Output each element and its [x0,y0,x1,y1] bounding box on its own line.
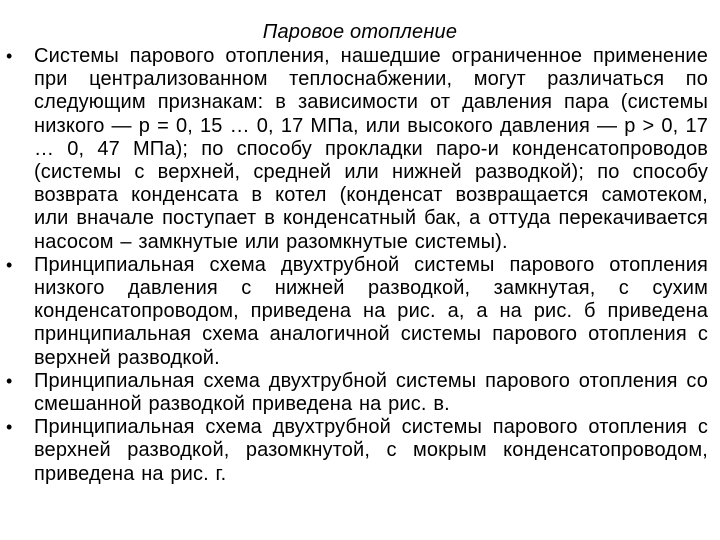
bullet-dot-icon: • [6,370,13,391]
bullet-text: Принципиальная схема двухтрубной системы парового отопления низкого давления с нижней разводкой, замкнутая, с сухим конденсатопроводом, приведена на рис. а, а на рис. б приведена принципиальная схема аналогичной системы парового отопления с верхней разводкой. [34,253,708,369]
bullet-item-2 [6,253,708,370]
bullet-text: Принципиальная схема двухтрубной системы парового отопления со смешанной разводкой приведена на рис. в. [34,369,708,416]
bullet-item-4 [6,416,708,486]
bullet-text: Принципиальная схема двухтрубной системы парового отопления с верхней разводкой, разомкнутой, с мокрым конденсатопроводом, приведена на рис. г. [34,416,708,485]
bullet-list [0,45,720,486]
bullet-item-1 [6,45,708,254]
bullet-dot-icon: • [6,254,13,275]
bullet-text: Системы парового отопления, нашедшие ограниченное применение при централизованном теплоснабжении, могут различаться по следующим признакам: в зависимости от давления пара (системы низкого — р = 0, 15 … 0, 17 МПа, или высокого давления — р > 0, 17 … 0, 47 МПа); по способу прокладки паро-и конденсатопроводов (системы с верхней, средней или нижней разводкой); по способу возврата конденсата в котел (конденсат возвращается самотеком, или вначале поступает в конденсатный бак, а оттуда перекачивается насосом – замкнутые или разомкнутые системы). [34,45,708,253]
slide-title: Паровое отопление [262,21,458,43]
bullet-item-3 [6,369,708,416]
bullet-dot-icon: • [6,417,13,438]
bullet-dot-icon: • [6,46,13,66]
